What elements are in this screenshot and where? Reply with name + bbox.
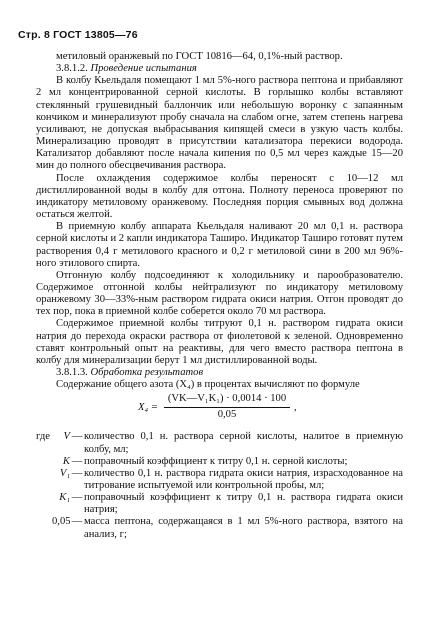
formula-fraction: [164, 393, 290, 420]
paragraph-cooling: После охлаждения содержимое колбы переносят с 10—12 мл дистиллированной воды в колбу для отгона. Полноту переноса проверяют по индикатору метиловому оранжевому. Последняя порция смывных вод должна остаться желтой.: [36, 172, 403, 221]
definition-dash: —: [71, 492, 83, 504]
section-number: 3.8.1.3.: [56, 367, 88, 379]
paragraph-titration: Содержимое приемной колбы титруют 0,1 н. раствором гидрата окиси натрия до перехода окраски раствора от фиолетовой к зеленой. Одновременно ставят контрольный опыт на реактивы, для чего вместо раствора пептона в колбу для минерализации берут 1 мл дистиллированной воды.: [36, 318, 403, 366]
formula-denominator: 0,05: [217, 408, 237, 420]
section-title: Проведение испытания: [90, 63, 197, 75]
definition-item: [36, 492, 403, 516]
definition-dash: —: [71, 431, 83, 443]
formula-numerator: (VK—V₁K₁) · 0,0014 · 100: [164, 393, 290, 407]
definition-dash: —: [71, 516, 83, 528]
definitions-list: [36, 431, 403, 540]
definition-symbol: V₁: [59, 467, 70, 479]
section-heading-results: [36, 367, 403, 379]
formula-block: [36, 393, 403, 429]
definition-text: количество 0,1 н. раствора серной кислоты, налитое в приемную колбу, мл;: [84, 431, 403, 455]
paragraph-mineralization: В колбу Кьельдаля помещают 1 мл 5%-ного раствора пептона и прибавляют 2 мл концентрированной серной кислоты. В горлышко колбы вставляют стеклянный грушевидный баллончик или небольшую воронку с запаянным кончиком и минерализуют пробу сначала на слабом огне, затем степень нагрева усиливают, не допуская выбрасывания кипящей смеси в узкую часть колбы. Минерализацию проводят в присутствии катализатора перекиси водорода. Катализатор добавляют после начала кипения по 0,5 мл через каждые 15—20 мин до полного обесцвечивания раствора.: [36, 75, 403, 172]
definition-item: [36, 431, 403, 455]
definition-symbol: 0,05: [52, 516, 71, 528]
formula-lhs: X₄ =: [138, 402, 158, 414]
section-heading-procedure: [36, 63, 403, 75]
definition-dash: —: [71, 467, 83, 479]
definition-symbol: K₁: [59, 492, 70, 504]
definition-text: поправочный коэффициент к титру 0,1 н. серной кислоты;: [84, 455, 348, 467]
definition-symbol: K: [62, 455, 70, 467]
paragraph-receiver: В приемную колбу аппарата Кьельдаля наливают 20 мл 0,1 н. раствора серной кислоты и 2 капли индикатора Таширо. Индикатор Таширо готовят путем растворения 0,4 г метилового красного и 0,2 г метиловой сини в 200 мл 96%-ного этилового спирта.: [36, 221, 403, 269]
definition-item: [36, 468, 403, 492]
definition-symbol: V: [63, 431, 70, 443]
definition-prefix: где: [36, 431, 50, 443]
section-title: Обработка результатов: [90, 367, 204, 379]
section-number: 3.8.1.2.: [56, 63, 88, 75]
definition-item: [36, 516, 403, 540]
paragraph-distillation: Отгонную колбу подсоединяют к холодильнику и парообразователю. Содержимое отгонной колбы нейтрализуют по индикатору метиловому оранжевому 30—33%-ным раствором гидрата окиси натрия. Отгон проводят до тех пор, пока в приемной колбе соберется около 70 мл раствора.: [36, 269, 403, 318]
definition-dash: —: [71, 455, 83, 467]
document-body: [36, 51, 403, 541]
definition-text: поправочный коэффициент к титру 0,1 н. раствора гидрата окиси натрия;: [84, 492, 403, 516]
definition-item: [36, 456, 403, 468]
formula-comma: ,: [294, 402, 297, 414]
definition-text: количество 0,1 н. раствора гидрата окиси натрия, израсходованное на титрование испытуемой или контрольной пробы, мл;: [84, 467, 403, 491]
definition-text: масса пептона, содержащаяся в 1 мл 5%-ного раствора, взятого на анализ, г;: [84, 516, 403, 540]
page-header: Стр. 8 ГОСТ 13805—76: [18, 29, 138, 41]
paragraph-reagent-end: метиловый оранжевый по ГОСТ 10816—64, 0,1%-ный раствор.: [56, 51, 343, 62]
paragraph-formula-intro: Содержание общего азота (X₄) в процентах вычисляют по формуле: [56, 379, 360, 391]
